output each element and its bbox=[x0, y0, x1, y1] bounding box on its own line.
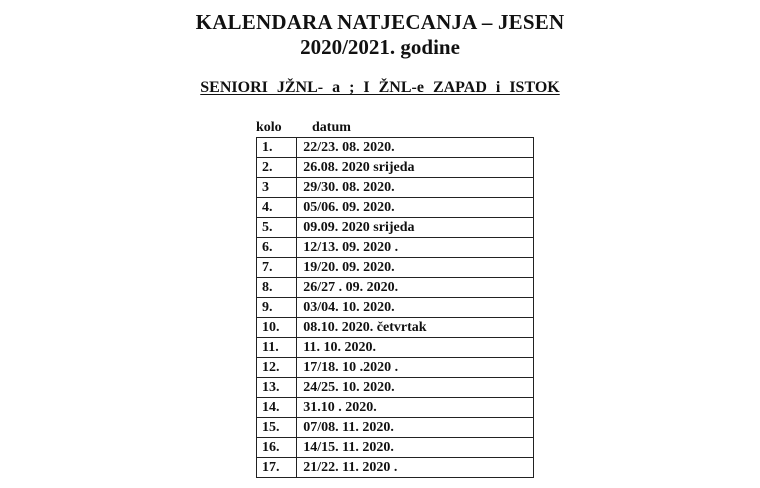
round-date: 07/08. 11. 2020. bbox=[297, 418, 534, 438]
table-row bbox=[257, 438, 534, 458]
document-season: 2020/2021. godine bbox=[300, 35, 460, 59]
table-row bbox=[257, 298, 534, 318]
document-title: KALENDARA NATJECANJA – JESEN bbox=[195, 10, 565, 34]
round-date: 22/23. 08. 2020. bbox=[297, 138, 534, 158]
table-row bbox=[257, 138, 534, 158]
round-date: 26/27 . 09. 2020. bbox=[297, 278, 534, 298]
table-row bbox=[257, 458, 534, 478]
round-number: 13. bbox=[257, 378, 297, 398]
round-date: 26.08. 2020 srijeda bbox=[297, 158, 534, 178]
round-date: 09.09. 2020 srijeda bbox=[297, 218, 534, 238]
round-date: 08.10. 2020. četvrtak bbox=[297, 318, 534, 338]
round-date: 19/20. 09. 2020. bbox=[297, 258, 534, 278]
round-date: 24/25. 10. 2020. bbox=[297, 378, 534, 398]
round-date: 05/06. 09. 2020. bbox=[297, 198, 534, 218]
round-number: 16. bbox=[257, 438, 297, 458]
league-subtitle-text: SENIORI JŽNL- a ; I ŽNL-e ZAPAD i ISTOK bbox=[200, 79, 560, 96]
table-row bbox=[257, 198, 534, 218]
round-date: 29/30. 08. 2020. bbox=[297, 178, 534, 198]
round-date: 31.10 . 2020. bbox=[297, 398, 534, 418]
round-number: 8. bbox=[257, 278, 297, 298]
round-number: 4. bbox=[257, 198, 297, 218]
header-kolo: kolo bbox=[256, 120, 282, 135]
table-row bbox=[257, 398, 534, 418]
table-row bbox=[257, 158, 534, 178]
table-row bbox=[257, 178, 534, 198]
round-date: 11. 10. 2020. bbox=[297, 338, 534, 358]
table-row bbox=[257, 338, 534, 358]
round-number: 11. bbox=[257, 338, 297, 358]
round-date: 17/18. 10 .2020 . bbox=[297, 358, 534, 378]
round-number: 17. bbox=[257, 458, 297, 478]
table-row bbox=[257, 378, 534, 398]
header-datum: datum bbox=[312, 120, 351, 135]
table-row bbox=[257, 358, 534, 378]
round-date: 21/22. 11. 2020 . bbox=[297, 458, 534, 478]
round-number: 5. bbox=[257, 218, 297, 238]
round-number: 7. bbox=[257, 258, 297, 278]
table-row bbox=[257, 238, 534, 258]
table-row bbox=[257, 278, 534, 298]
round-number: 14. bbox=[257, 398, 297, 418]
round-number: 6. bbox=[257, 238, 297, 258]
round-number: 9. bbox=[257, 298, 297, 318]
table-row bbox=[257, 418, 534, 438]
table-column-headers bbox=[256, 119, 536, 137]
round-date: 14/15. 11. 2020. bbox=[297, 438, 534, 458]
round-date: 03/04. 10. 2020. bbox=[297, 298, 534, 318]
round-number: 2. bbox=[257, 158, 297, 178]
table-row bbox=[257, 318, 534, 338]
league-subtitle bbox=[0, 78, 760, 98]
round-number: 10. bbox=[257, 318, 297, 338]
round-number: 3 bbox=[257, 178, 297, 198]
round-number: 1. bbox=[257, 138, 297, 158]
table-row bbox=[257, 218, 534, 238]
table-row bbox=[257, 258, 534, 278]
round-date: 12/13. 09. 2020 . bbox=[297, 238, 534, 258]
schedule-table bbox=[256, 137, 534, 478]
round-number: 12. bbox=[257, 358, 297, 378]
round-number: 15. bbox=[257, 418, 297, 438]
